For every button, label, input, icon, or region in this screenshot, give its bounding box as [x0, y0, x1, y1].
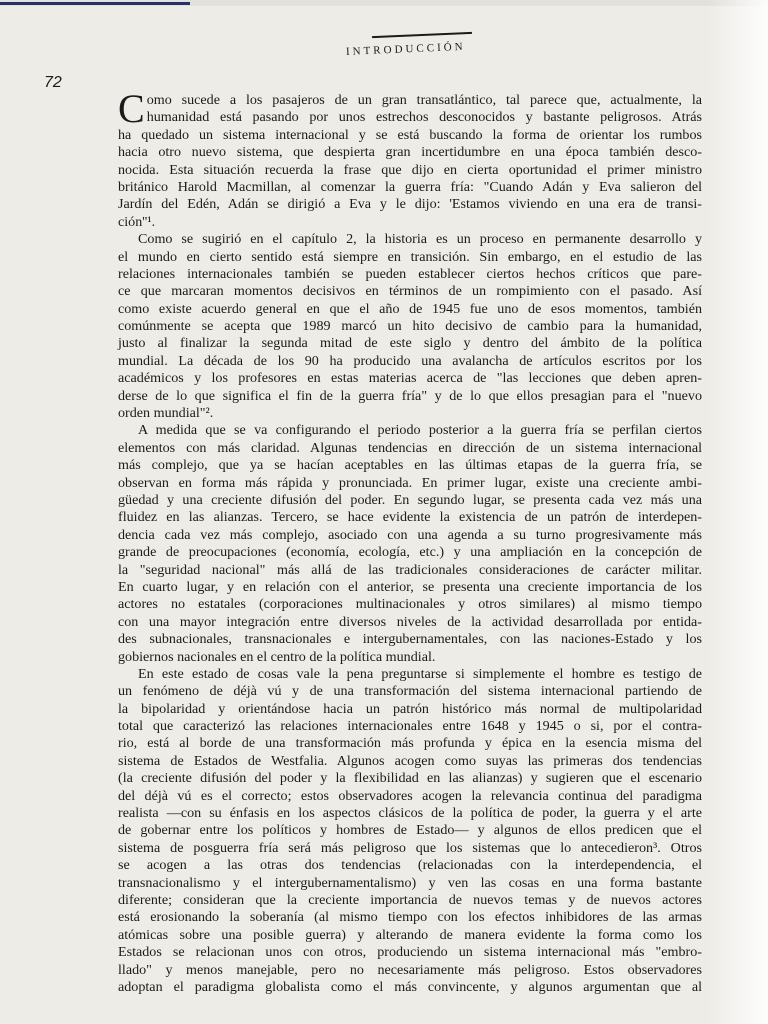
- text-line: nocida. Esta situación recuerda la frase que dijo en cierta oportunidad el primer ministro: [118, 161, 702, 178]
- text-line: relaciones internacionales también se pueden establecer ciertos hechos críticos que pare-: [118, 265, 702, 282]
- text-line: total que caracterizó las relaciones internacionales entre 1648 y 1945 o si, por el contra-: [118, 718, 702, 735]
- text-line: se acogen a las otras dos tendencias (relacionadas con la interdependencia, el: [118, 857, 702, 874]
- text-line: orden mundial"².: [118, 405, 214, 422]
- body-text: [118, 86, 702, 996]
- text-line: justo al finalizar la segunda mitad de este siglo y dentro del ámbito de la política: [118, 335, 702, 352]
- running-title: INTRODUCCIÓN: [345, 40, 466, 58]
- text-line: derse de lo que significa el fin de la guerra fría" y de lo que ellos presagian para el "nuevo: [118, 387, 702, 404]
- text-line: humanidad está pasando por unos estrechos desconocidos y bastante peligrosos. Atrás: [146, 109, 702, 126]
- text-line: sistema de posguerra fría será más peligroso que los sistemas que lo antecedieron³. Otros: [118, 839, 702, 856]
- text-line: Jardín del Edén, Adán se dirigió a Eva y le dijo: 'Estamos viviendo en una era de transi-: [118, 196, 702, 213]
- text-line: A medida que se va configurando el periodo posterior a la guerra fría se perfilan ciertos: [138, 422, 702, 439]
- text-line: académicos y los profesores en estas materias acerca de "las lecciones que deben apren-: [118, 370, 702, 387]
- text-line: hacia otro nuevo sistema, que despierta gran incertidumbre en una época también desco-: [118, 144, 702, 161]
- text-line: de gobernar entre los políticos y hombres de Estado— y algunos de ellos predicen que el: [118, 822, 702, 839]
- top-edge-bar: [0, 0, 768, 6]
- text-line: como existe acuerdo general en que el año de 1945 fue uno de esos momentos, también: [118, 300, 702, 317]
- text-line: la "seguridad nacional" más allá de las tradicionales consideraciones de carácter militar.: [118, 561, 702, 578]
- text-line: británico Harold Macmillan, al comenzar la guerra fría: "Cuando Adán y Eva salieron del: [118, 178, 702, 195]
- text-line: ción''¹.: [118, 213, 156, 230]
- text-line: observan en forma más rápida y pronunciada. En primer lugar, existe una creciente ambi-: [118, 474, 702, 491]
- text-line: ce que marcaran momentos decisivos en términos de un rompimiento con el pasado. Así: [118, 283, 702, 300]
- text-line: fluidez en las alianzas. Tercero, se hace evidente la existencia de un patrón de interdepen-: [118, 509, 702, 526]
- text-line: (la creciente difusión del poder y la flexibilidad en las alianzas) y sugieren que el escenario: [118, 770, 702, 787]
- text-line: grande de preocupaciones (economía, ecología, etc.) y una ampliación en la concepción de: [118, 544, 702, 561]
- text-line: En este estado de cosas vale la pena preguntarse si simplemente el hombre es testigo de: [138, 665, 702, 682]
- page-number: 72: [44, 74, 62, 91]
- text-line: elementos con más claridad. Algunas tendencias en dirección de un sistema internacional: [118, 439, 702, 456]
- text-line: el mundo en cierto sentido está siempre en transición. Sin embargo, en el estudio de las: [118, 248, 702, 265]
- text-line: Como se sugirió en el capítulo 2, la historia es un proceso en permanente desarrollo y: [138, 231, 702, 248]
- text-line: adoptan el paradigma globalista como el más convincente, y algunos argumentan que al: [118, 978, 702, 995]
- text-line: des subnacionales, transnacionales e intergubernamentales, con las naciones-Estado y los: [118, 631, 702, 648]
- text-line: llado" y menos manejable, pero no necesariamente más peligroso. Estos observadores: [118, 961, 702, 978]
- text-line: un fenómeno de déjà vú y de una transformación del sistema internacional partiendo de: [118, 683, 702, 700]
- text-line: gobiernos nacionales en el centro de la política mundial.: [118, 648, 436, 665]
- text-line: Estados se relacionan unos con otros, produciendo un sistema internacional más "embro-: [118, 944, 702, 961]
- text-line: mundial. La década de los 90 ha producido una avalancha de artículos escritos por los: [118, 352, 702, 369]
- text-line: con una mayor integración entre diversos niveles de la actividad desarrollada por entida-: [118, 613, 702, 630]
- text-line: rio, está al borde de una transformación más profunda y épica en la esencia misma del: [118, 735, 702, 752]
- text-line: atómicas sobre una posible guerra) y alterando de manera evidente la forma como los: [118, 926, 702, 943]
- text-line: En cuarto lugar, y en relación con el anterior, se presenta una creciente importancia de los: [118, 578, 702, 595]
- text-line: ha quedado un sistema internacional y se está buscando la forma de orientar los rumbos: [118, 126, 702, 143]
- drop-cap: C: [118, 86, 145, 131]
- text-line: omo sucede a los pasajeros de un gran transatlántico, tal parece que, actualmente, la: [146, 92, 702, 108]
- text-line: comúnmente se acepta que 1989 marcó un hito decisivo de cambio para la humanidad,: [118, 318, 702, 335]
- text-line: güedad y una creciente difusión del poder. En segundo lugar, se presenta cada vez más una: [118, 491, 702, 508]
- text-line: dencia cada vez más complejo, asociado con una agenda a su turno progresivamente más: [118, 526, 702, 543]
- text-line: transnacionalismo y el intergubernamentalismo) y ven las cosas en una forma bastante: [118, 874, 702, 891]
- text-line: la bipolaridad y orientándose hacia un patrón histórico más normal de multipolaridad: [118, 700, 702, 717]
- text-line: actores no estatales (corporaciones multinacionales y otros similares) al mismo tiempo: [118, 596, 702, 613]
- text-line: diferente; consideran que la creciente importancia de nuevos temas y de nuevos actores: [118, 891, 702, 908]
- header-rule: [372, 32, 472, 38]
- text-line: del déjà vú es el correcto; estos observadores acogen la relevancia continua del paradigma: [118, 787, 702, 804]
- text-line: sistema de Estados de Westfalia. Algunos acogen como suyas las primeras dos tendencias: [118, 752, 702, 769]
- text-line: realista —con su énfasis en los aspectos clásicos de la política de poder, la guerra y el arte: [118, 805, 702, 822]
- text-line: está erosionando la soberanía (al mismo tiempo con los efectos inhibidores de las armas: [118, 909, 702, 926]
- text-line: más complejo, que ya se hacían aceptables en las últimas etapas de la guerra fría, se: [118, 457, 702, 474]
- page-edge-shadow: [708, 0, 768, 1024]
